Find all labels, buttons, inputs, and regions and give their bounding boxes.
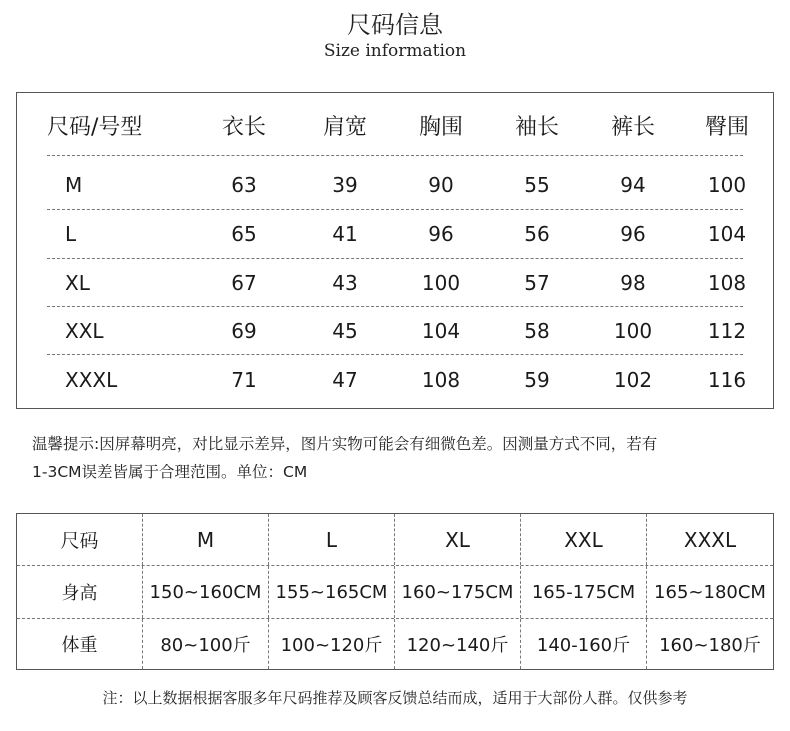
cell-hip: 116 — [707, 368, 747, 392]
table-row — [17, 356, 773, 404]
table-row — [17, 259, 773, 307]
weight-xxxl: 160~180斤 — [646, 619, 773, 669]
cell-pants-length: 94 — [620, 173, 646, 197]
row-divider — [47, 155, 743, 156]
height-xl: 160~175CM — [394, 566, 520, 618]
height-label: 身高 — [61, 583, 98, 604]
weight-m: 80~100斤 — [142, 619, 268, 669]
recommend-table — [17, 514, 773, 669]
header-size-l: L — [268, 514, 394, 565]
weight-xl: 120~140斤 — [394, 619, 520, 669]
header-size-xl: XL — [394, 514, 520, 565]
header-sleeve: 袖长 — [514, 114, 559, 140]
height-row — [17, 565, 773, 618]
size-table-header — [17, 103, 773, 147]
cell-chest: 90 — [428, 173, 454, 197]
cell-length: 65 — [231, 222, 257, 246]
table-row — [17, 161, 773, 209]
cell-length: 71 — [231, 368, 257, 392]
weight-row — [17, 618, 773, 669]
cell-shoulder: 43 — [332, 271, 358, 295]
cell-sleeve: 55 — [524, 173, 550, 197]
cell-shoulder: 39 — [332, 173, 358, 197]
cell-hip: 112 — [707, 319, 747, 343]
cell-pants-length: 96 — [620, 222, 646, 246]
footer-note: 注：以上数据根据客服多年尺码推荐及顾客反馈总结而成，适用于大部份人群。仅供参考 — [102, 689, 688, 707]
cell-sleeve: 59 — [524, 368, 550, 392]
table-row — [17, 210, 773, 258]
header-size-xxxl: XXXL — [646, 514, 773, 565]
size-table — [17, 93, 773, 408]
height-xxl: 165-175CM — [520, 566, 646, 618]
cell-shoulder: 41 — [332, 222, 358, 246]
cell-size: XXL — [65, 319, 104, 343]
header-size-m: M — [142, 514, 268, 565]
cell-size: M — [65, 173, 83, 197]
cell-sleeve: 57 — [524, 271, 550, 295]
measurement-notice — [32, 430, 772, 486]
cell-sleeve: 58 — [524, 319, 550, 343]
header-chest: 胸围 — [418, 114, 463, 140]
cell-chest: 104 — [421, 319, 461, 343]
cell-size: XXXL — [65, 368, 118, 392]
cell-length: 69 — [231, 319, 257, 343]
cell-length: 67 — [231, 271, 257, 295]
header-size: 尺码/号型 — [47, 114, 143, 140]
header-hip: 臀围 — [704, 114, 749, 140]
table-row — [17, 307, 773, 355]
cell-pants-length: 102 — [613, 368, 653, 392]
size-table-box — [16, 92, 774, 409]
cell-chest: 96 — [428, 222, 454, 246]
cell-length: 63 — [231, 173, 257, 197]
notice-line-1: 温馨提示:因屏幕明亮，对比显示差异，图片实物可能会有细微色差。因测量方式不同，若有 — [32, 435, 658, 453]
cell-hip: 104 — [707, 222, 747, 246]
cell-pants-length: 98 — [620, 271, 646, 295]
cell-shoulder: 47 — [332, 368, 358, 392]
recommend-table-box — [16, 513, 774, 670]
cell-hip: 108 — [707, 271, 747, 295]
cell-chest: 108 — [421, 368, 461, 392]
header-size-label: 尺码 — [60, 530, 99, 552]
cell-size: XL — [65, 271, 90, 295]
page-subtitle: Size information — [323, 41, 467, 61]
cell-size: L — [65, 222, 77, 246]
row-divider — [47, 354, 743, 355]
cell-pants-length: 100 — [613, 319, 653, 343]
cell-shoulder: 45 — [332, 319, 358, 343]
height-l: 155~165CM — [268, 566, 394, 618]
height-xxxl: 165~180CM — [646, 566, 773, 618]
header-pants-length: 裤长 — [610, 114, 655, 140]
recommend-header-row — [17, 514, 773, 565]
cell-sleeve: 56 — [524, 222, 550, 246]
header-size-xxl: XXL — [520, 514, 646, 565]
cell-chest: 100 — [421, 271, 461, 295]
weight-l: 100~120斤 — [268, 619, 394, 669]
header-length: 衣长 — [221, 114, 266, 140]
height-m: 150~160CM — [142, 566, 268, 618]
notice-line-2: 1-3CM误差皆属于合理范围。单位：CM — [32, 463, 308, 481]
page-title: 尺码信息 — [347, 11, 443, 39]
header-shoulder: 肩宽 — [322, 114, 367, 140]
weight-xxl: 140-160斤 — [520, 619, 646, 669]
cell-hip: 100 — [707, 173, 747, 197]
weight-label: 体重 — [61, 635, 98, 656]
